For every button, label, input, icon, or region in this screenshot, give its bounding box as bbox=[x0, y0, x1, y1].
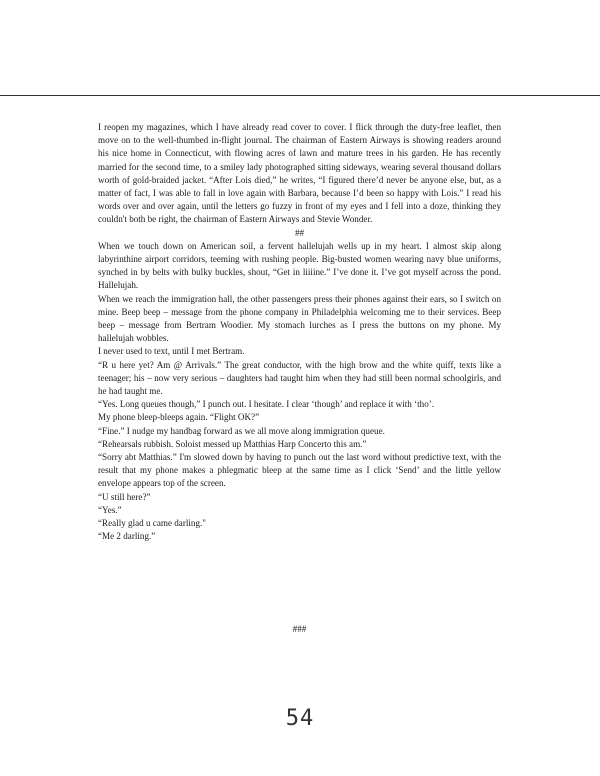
text-line: “Yes. Long queues though,” I punch out. I hesitate. I clear ‘though’ and replace it with ‘tho’. bbox=[98, 399, 435, 410]
text-line: “Fine.” I nudge my handbag forward as we all move along immigration queue. bbox=[98, 425, 385, 436]
end-separator: ### bbox=[292, 624, 307, 634]
text-line: “Really glad u came darling." bbox=[98, 518, 206, 529]
text-line: “Rehearsals rubbish. Soloist messed up Matthias Harp Concerto this am.” bbox=[98, 438, 367, 449]
text-line: I never used to text, until I met Bertram. bbox=[98, 346, 245, 357]
text-line: “Me 2 darling.” bbox=[98, 531, 156, 542]
text-line: “R u here yet? Am @ Arrivals.” The great conductor, with the high brow and the white quiff, texts like a teenager; his – now very serious – daughters had taught him when they had still been normal schoolgirls, and he had taught me. bbox=[98, 359, 501, 397]
body-lines bbox=[98, 240, 501, 544]
text-line: My phone bleep-bleeps again. “Flight OK?” bbox=[98, 412, 260, 423]
paragraph: I reopen my magazines, which I have already read cover to cover. I flick through the duty-free leaflet, then move on to the well-thumbed in-flight journal. The chairman of Eastern Airways is showing readers around his nice home in Connecticut, with flowing acres of lawn and mature trees in his garden. He has recently married for the second time, to a smiley lady photographed sitting sideways, wearing several thousand dollars worth of gold-braided jacket. “After Lois died,” he writes, “I figured there’d never be anyone else, but, as a matter of fact, I was able to fall in love again with Barbara, because I’d been so happy with Lois.” I read his words over and over again, until the letters go fuzzy in front of my eyes and I fell into a doze, thinking they couldn't both be right, the chairman of Eastern Airways and Stevie Wonder. bbox=[98, 122, 501, 225]
text-line: When we reach the immigration hall, the other passengers press their phones against their ears, so I switch on mine. Beep beep – message from the phone company in Philadelphia welcoming me to their services. Beep beep – message from Bertram Woodier. My stomach lurches as I press the buttons on my phone. My hallelujah wobbles. bbox=[98, 293, 501, 344]
header-rule bbox=[0, 95, 600, 96]
text-line: “U still here?” bbox=[98, 491, 151, 502]
section-separator: ## bbox=[294, 227, 305, 238]
page-text bbox=[98, 121, 501, 544]
text-line: When we touch down on American soil, a fervent hallelujah wells up in my heart. I almost skip along labyrinthine airport corridors, teeming with rushing people. Big-busted women wearing navy blue uniforms, synched in by belts with bulky buckles, shout, “Get in liiiine.” I’ve done it. I’ve got myself across the pond. Hallelujah. bbox=[98, 240, 501, 291]
page-number: 54 bbox=[285, 706, 315, 731]
text-line: “Yes.” bbox=[98, 504, 122, 515]
text-line: “Sorry abt Matthias.” I'm slowed down by having to punch out the last word without predictive text, with the result that my phone makes a phlegmatic bleep at the same time as I click ‘Send’ and the little yellow envelope appears top of the screen. bbox=[98, 452, 501, 489]
